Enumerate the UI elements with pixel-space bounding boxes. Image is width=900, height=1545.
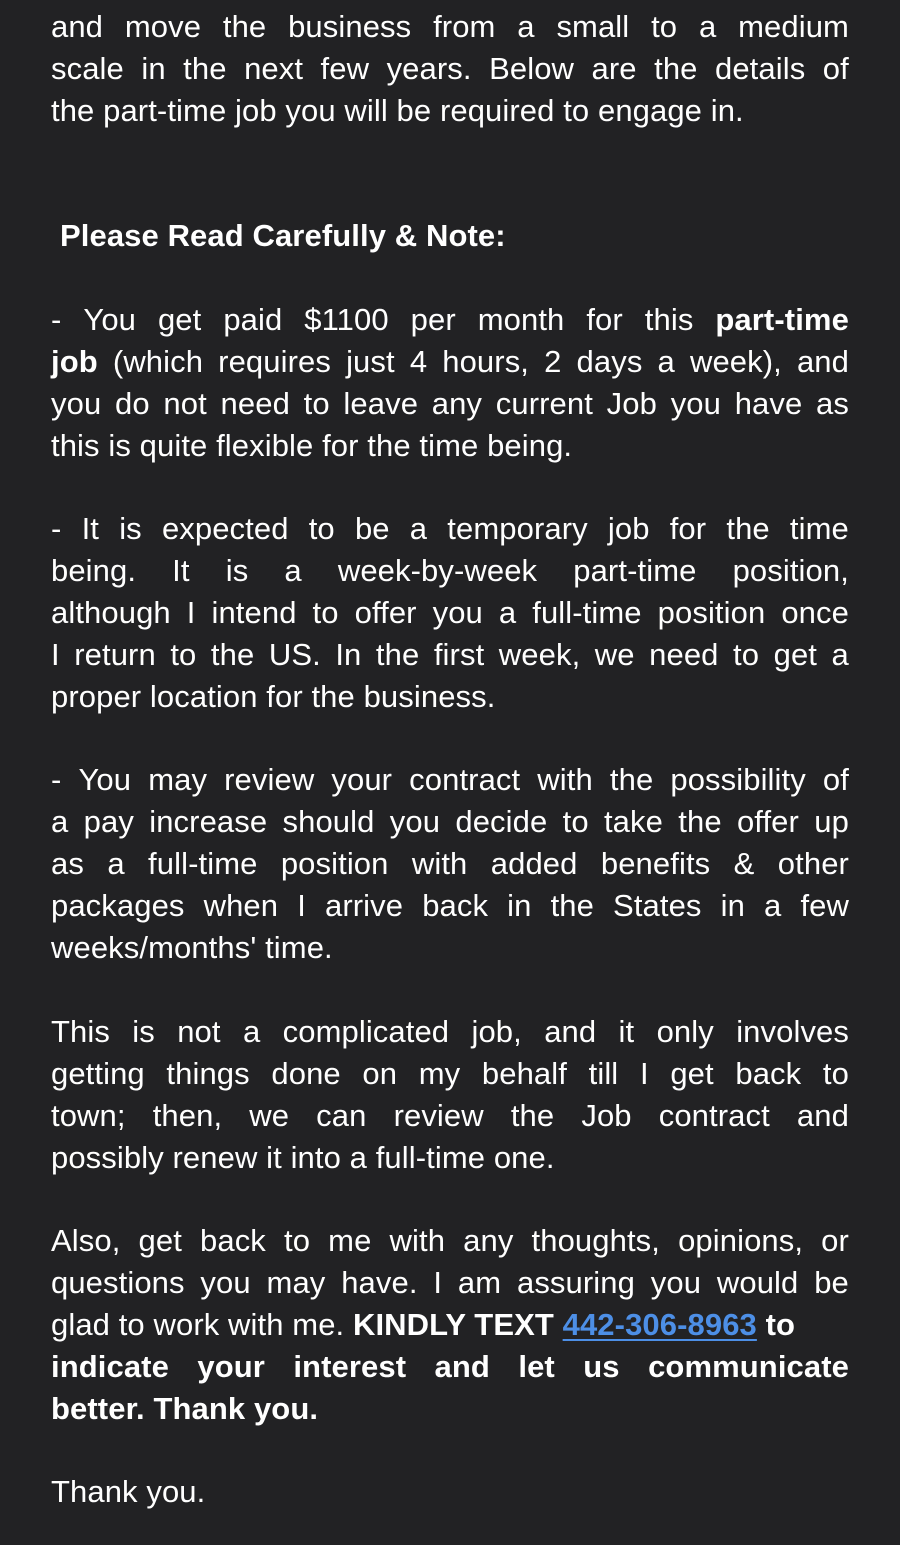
word: This [51, 1014, 110, 1049]
p2-line-2 [51, 550, 849, 592]
word: have. [341, 1265, 418, 1300]
phone-number-link[interactable]: 442-306-8963 [562, 1307, 757, 1342]
word: a [409, 511, 428, 546]
word: the [654, 51, 698, 86]
p1-line1-word-5: $1100 [304, 302, 389, 337]
word: from [433, 9, 496, 44]
word: back [422, 888, 489, 923]
word: and [544, 1014, 597, 1049]
word: business [288, 9, 412, 44]
p1-line-3 [51, 383, 849, 425]
word: the [726, 511, 770, 546]
word: position [280, 846, 389, 881]
p1-line2-w5: 4 [409, 344, 428, 379]
word: to [562, 804, 589, 839]
word: Job [606, 386, 657, 421]
word: you [389, 804, 441, 839]
p5-line3-bold-end: to [756, 1307, 796, 1342]
word: be [354, 511, 390, 546]
word: & [733, 846, 755, 881]
word: you [51, 386, 102, 421]
word: review [224, 762, 315, 797]
word: week-by-week [337, 553, 538, 588]
p1-line1-word-2: You [83, 302, 137, 337]
word: to [651, 9, 678, 44]
word: I [186, 595, 196, 630]
p4-line-1 [51, 1011, 849, 1053]
word: scale [51, 51, 124, 86]
word: questions [51, 1265, 185, 1300]
p2-line-1 [51, 508, 849, 550]
word: a [698, 9, 717, 44]
p5-line-1 [51, 1220, 849, 1262]
word: in [507, 888, 532, 923]
word: as [816, 386, 849, 421]
word: you [432, 595, 483, 630]
word: need [220, 386, 290, 421]
word: US. [268, 637, 321, 672]
word: pay [83, 804, 134, 839]
p1-line2-w9: a [657, 344, 675, 379]
word: you [670, 386, 721, 421]
word: It [172, 553, 190, 588]
word: few [320, 51, 370, 86]
word: a [107, 846, 125, 881]
p1-line2-w8: days [576, 344, 643, 379]
word: to [733, 637, 760, 672]
word: get [138, 1223, 182, 1258]
word: review [393, 1098, 484, 1133]
word: - [51, 511, 62, 546]
word: I [297, 888, 306, 923]
word: thoughts, [531, 1223, 660, 1258]
word: I [433, 1265, 443, 1300]
word: return [74, 637, 156, 672]
p1-line2-w10: week), [689, 344, 782, 379]
p2-line-4 [51, 634, 849, 676]
p2-line-3 [51, 592, 849, 634]
word: behalf [481, 1056, 567, 1091]
word: time [789, 511, 849, 546]
p3-line-2 [51, 801, 849, 843]
word: is [225, 553, 249, 588]
word: next [244, 51, 304, 86]
word: interest [293, 1349, 407, 1384]
word: in [720, 888, 745, 923]
word: indicate [51, 1349, 169, 1384]
word: involves [736, 1014, 849, 1049]
word: medium [738, 9, 849, 44]
p1-line1-word-1: - [51, 302, 62, 337]
word: back [200, 1223, 266, 1258]
word: the [609, 762, 654, 797]
word: few [800, 888, 849, 923]
p1-line1-word-3: get [157, 302, 202, 337]
word: getting [51, 1056, 145, 1091]
p5-line-5: better. Thank you. [51, 1391, 319, 1426]
word: arrive [324, 888, 404, 923]
word: expected [161, 511, 289, 546]
word: town; [51, 1098, 126, 1133]
word: us [583, 1349, 620, 1384]
word: once [781, 595, 849, 630]
word: I [51, 637, 60, 672]
word: let [518, 1349, 555, 1384]
p4-line-4: possibly renew it into a full-time one. [51, 1140, 555, 1175]
word: with [389, 1223, 446, 1258]
word: for [669, 511, 707, 546]
word: decide [455, 804, 548, 839]
word: my [418, 1056, 461, 1091]
word: done [271, 1056, 341, 1091]
word: with [537, 762, 593, 797]
word: You [78, 762, 132, 797]
p5-line-2 [51, 1262, 849, 1304]
word: - [51, 762, 62, 797]
word: I [639, 1056, 649, 1091]
word: assuring [516, 1265, 635, 1300]
p1-line1-word-4: paid [223, 302, 283, 337]
word: part-time [573, 553, 697, 588]
p1-line1-word-8: for [586, 302, 623, 337]
word: your [331, 762, 393, 797]
word: with [411, 846, 468, 881]
word: job [607, 511, 650, 546]
word: being. [51, 553, 137, 588]
intro-line-1 [51, 6, 849, 48]
p2-line-5: proper location for the business. [51, 679, 496, 714]
word: a [831, 637, 849, 672]
word: up [814, 804, 849, 839]
p5-line-4 [51, 1346, 849, 1388]
word: and [51, 9, 104, 44]
word: on [362, 1056, 398, 1091]
word: a [764, 888, 782, 923]
word: offer [736, 804, 799, 839]
word: is [132, 1014, 155, 1049]
word: temporary [447, 511, 588, 546]
word: of [822, 51, 849, 86]
word: increase [149, 804, 268, 839]
word: the [210, 637, 255, 672]
word: to [284, 1223, 311, 1258]
word: to [312, 595, 339, 630]
word: Below [489, 51, 575, 86]
word: a [517, 9, 535, 44]
word: benefits [600, 846, 711, 881]
word: me [328, 1223, 372, 1258]
word: current [495, 386, 593, 421]
word: In [335, 637, 362, 672]
word: leave [343, 386, 419, 421]
word: a [498, 595, 517, 630]
p1-line-1 [51, 299, 849, 341]
p1-line1-word-9: this [644, 302, 694, 337]
word: It [81, 511, 100, 546]
word: to [303, 386, 330, 421]
word: can [316, 1098, 367, 1133]
word: full-time [148, 846, 258, 881]
p3-line-5: weeks/months' time. [51, 930, 333, 965]
closing-thanks: Thank you. [51, 1474, 206, 1509]
word: years. [386, 51, 472, 86]
p3-line-1 [51, 759, 849, 801]
word: we [594, 637, 635, 672]
word: Job [581, 1098, 632, 1133]
p1-line2-w3: requires [218, 344, 331, 379]
p1-line2-w4: just [346, 344, 395, 379]
word: in [141, 51, 166, 86]
word: the [375, 637, 420, 672]
p4-line-3 [51, 1095, 849, 1137]
word: or [821, 1223, 849, 1258]
job-bold: job [51, 344, 98, 379]
word: opinions, [678, 1223, 804, 1258]
notice-heading: Please Read Carefully & Note: [60, 218, 506, 253]
word: have [734, 386, 803, 421]
word: not [163, 386, 207, 421]
word: are [591, 51, 637, 86]
word: would [716, 1265, 799, 1300]
word: the [678, 804, 722, 839]
word: the [550, 888, 594, 923]
p1-line2-w2: (which [112, 344, 204, 379]
p1-line-2 [51, 341, 849, 383]
word: position, [732, 553, 849, 588]
word: communicate [648, 1349, 849, 1384]
word: a [284, 553, 302, 588]
word: full-time [532, 595, 642, 630]
word: move [124, 9, 202, 44]
word: any [463, 1223, 514, 1258]
kindly-text-bold: KINDLY TEXT [352, 1307, 563, 1342]
word: a [51, 804, 69, 839]
word: only [656, 1014, 714, 1049]
word: packages [51, 888, 185, 923]
word: take [603, 804, 663, 839]
word: then, [152, 1098, 223, 1133]
word: the [222, 9, 267, 44]
word: small [556, 9, 630, 44]
word: contract [409, 762, 521, 797]
word: you [650, 1265, 702, 1300]
word: may [148, 762, 208, 797]
word: a [242, 1014, 261, 1049]
intro-line-2 [51, 48, 849, 90]
word: as [51, 846, 84, 881]
word: we [249, 1098, 290, 1133]
word: the [510, 1098, 555, 1133]
word: till [588, 1056, 619, 1091]
word: added [490, 846, 578, 881]
word: not [177, 1014, 221, 1049]
word: get [670, 1056, 714, 1091]
word: job, [471, 1014, 522, 1049]
word: should [282, 804, 375, 839]
word: any [431, 386, 483, 421]
word: of [822, 762, 849, 797]
word: States [613, 888, 702, 923]
p1-line2-w7: 2 [544, 344, 562, 379]
word: to [822, 1056, 849, 1091]
word: details [715, 51, 806, 86]
word: you [200, 1265, 251, 1300]
word: position [657, 595, 766, 630]
word: am [457, 1265, 502, 1300]
word: and [796, 1098, 849, 1133]
word: Also, [51, 1223, 121, 1258]
word: the [183, 51, 227, 86]
word: is [119, 511, 142, 546]
p1-line2-w11: and [796, 344, 849, 379]
word: back [735, 1056, 802, 1091]
word: get [773, 637, 818, 672]
intro-line-3: the part-time job you will be required to engage in. [51, 93, 744, 128]
word: to [308, 511, 335, 546]
word: things [166, 1056, 250, 1091]
word: it [618, 1014, 635, 1049]
p5-line3-plain: glad to work with me. [51, 1307, 353, 1342]
word: other [777, 846, 849, 881]
p1-line2-w6: hours, [442, 344, 530, 379]
p1-line1-word-6: per [410, 302, 456, 337]
word: possibility [670, 762, 806, 797]
word: when [203, 888, 279, 923]
p1-line1-word-7: month [477, 302, 565, 337]
p5-line-3 [51, 1304, 849, 1346]
p4-line-2 [51, 1053, 849, 1095]
p3-line-3 [51, 843, 849, 885]
word: first [433, 637, 485, 672]
word: your [197, 1349, 265, 1384]
word: and [434, 1349, 490, 1384]
p3-line-4 [51, 885, 849, 927]
word: need [649, 637, 719, 672]
word: may [266, 1265, 326, 1300]
word: contract [658, 1098, 770, 1133]
p1-line-4: this is quite flexible for the time being. [51, 428, 573, 463]
word: do [115, 386, 150, 421]
word: although [51, 595, 171, 630]
word: complicated [282, 1014, 450, 1049]
word: be [814, 1265, 849, 1300]
word: intend [211, 595, 297, 630]
part-time-bold: part-time [715, 302, 849, 337]
word: offer [354, 595, 417, 630]
word: week, [498, 637, 581, 672]
word: to [170, 637, 197, 672]
